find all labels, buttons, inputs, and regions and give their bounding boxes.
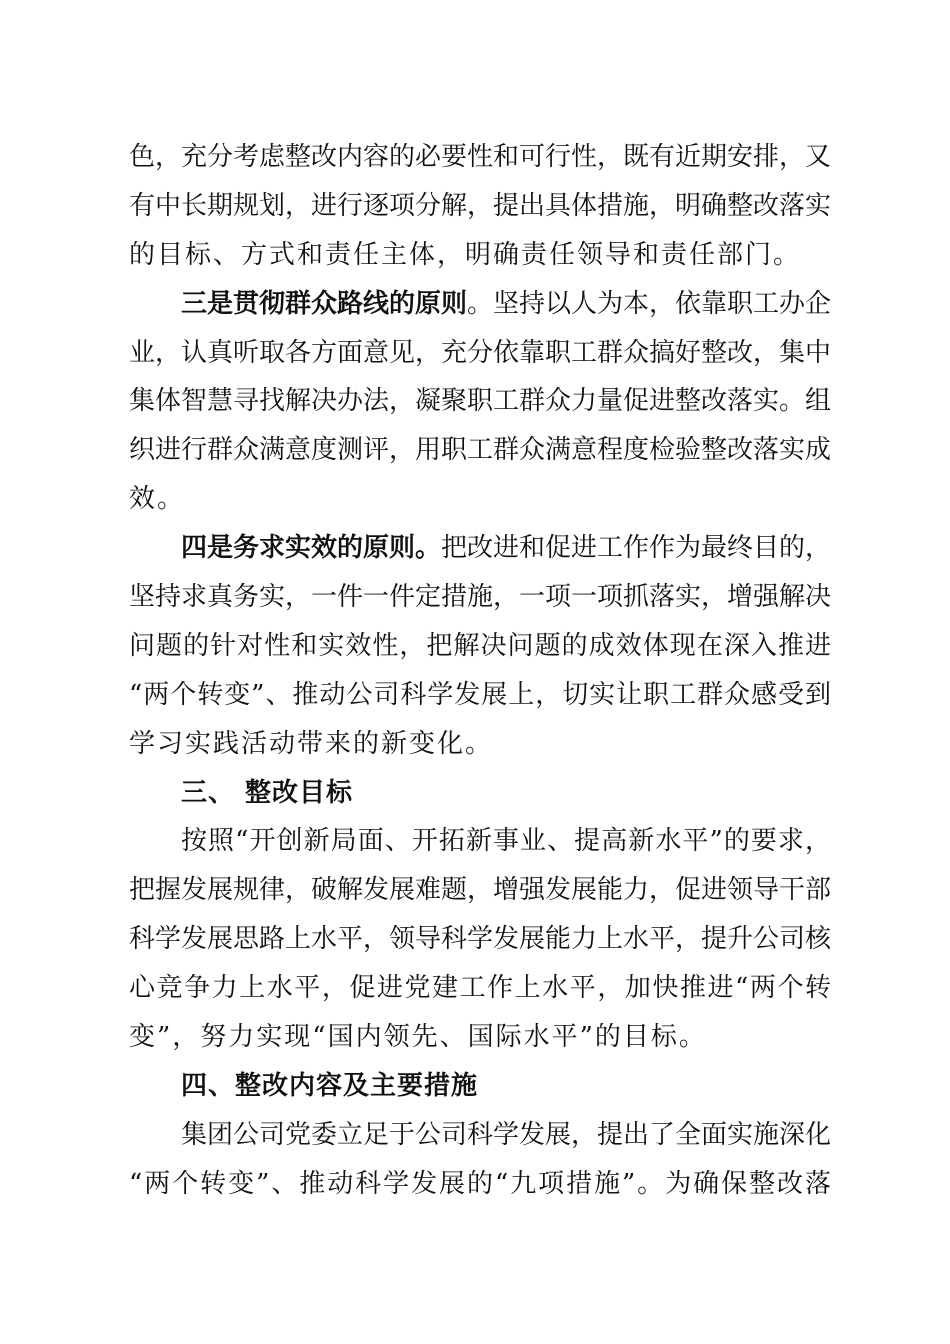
paragraph-4-line-2: 把握发展规律，破解发展难题，增强发展能力，促进领导干部 bbox=[129, 875, 832, 906]
paragraph-3-line-4: “两个转变”、推动公司科学发展上，切实让职工群众感受到 bbox=[129, 679, 831, 710]
section-heading-4: 四、整改内容及主要措施 bbox=[181, 1070, 479, 1101]
paragraph-5-line-1: 集团公司党委立足于公司科学发展，提出了全面实施深化 bbox=[181, 1119, 832, 1150]
paragraph-4-line-4: 心竞争力上水平，促进党建工作上水平，加快推进“两个转 bbox=[129, 973, 831, 1004]
paragraph-2-line-5: 效。 bbox=[129, 484, 186, 515]
paragraph-2-line-1 bbox=[129, 280, 831, 329]
paragraph-1-line-3: 的目标、方式和责任主体，明确责任领导和责任部门。 bbox=[129, 239, 802, 270]
paragraph-2-line-4: 织进行群众满意度测评，用职工群众满意程度检验整改落实成 bbox=[129, 435, 832, 466]
paragraph-4-line-1: 按照“开创新局面、开拓新事业、提高新水平”的要求， bbox=[181, 826, 831, 857]
paragraph-2-line-3: 集体智慧寻找解决办法，凝聚职工群众力量促进整改落实。组 bbox=[129, 386, 832, 417]
paragraph-1-line-1: 色，充分考虑整改内容的必要性和可行性，既有近期安排，又 bbox=[129, 142, 832, 172]
paragraph-2-line-1-text: 。坚持以人为本，依靠职工办企 bbox=[467, 288, 832, 319]
paragraph-2-lead: 三是贯彻群众路线的原则 bbox=[181, 288, 468, 319]
paragraph-3-line-1-text: 把改进和促进工作作为最终目的， bbox=[441, 533, 832, 564]
paragraph-4-line-5: 变”，努力实现“国内领先、国际水平”的目标。 bbox=[129, 1022, 707, 1053]
paragraph-5-line-2: “两个转变”、推动科学发展的“九项措施”。为确保整改落 bbox=[129, 1168, 831, 1199]
document-page bbox=[129, 133, 831, 1209]
paragraph-3-line-3: 问题的针对性和实效性，把解决问题的成效体现在深入推进 bbox=[129, 630, 831, 661]
paragraph-3-lead: 四是务求实效的原则。 bbox=[181, 533, 442, 564]
paragraph-3-line-5: 学习实践活动带来的新变化。 bbox=[129, 728, 494, 759]
paragraph-3-line-2: 坚持求真务实，一件一件定措施，一项一项抓落实，增强解决 bbox=[129, 582, 832, 613]
section-heading-3: 三、 整改目标 bbox=[181, 777, 354, 808]
paragraph-3-line-1 bbox=[129, 524, 831, 573]
paragraph-4-line-3: 科学发展思路上水平，领导科学发展能力上水平，提升公司核 bbox=[129, 924, 832, 955]
paragraph-2-line-2: 业，认真听取各方面意见，充分依靠职工群众搞好整改，集中 bbox=[129, 337, 832, 368]
paragraph-1-line-2: 有中长期规划，进行逐项分解，提出具体措施，明确整改落实 bbox=[129, 190, 832, 221]
